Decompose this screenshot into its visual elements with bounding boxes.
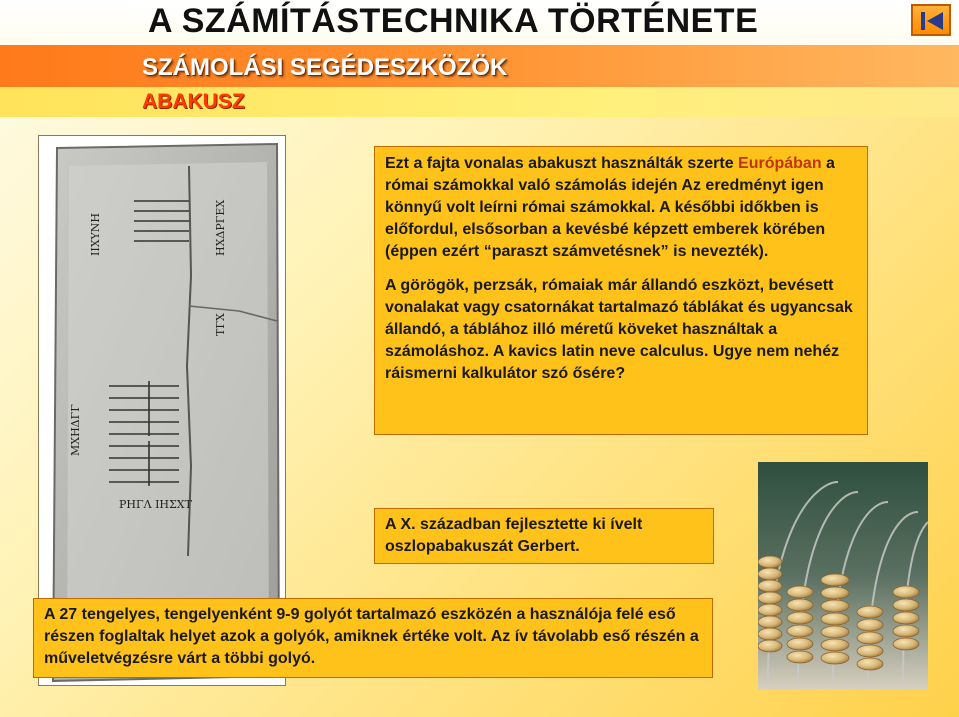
column-abacus-photo xyxy=(758,462,928,690)
p1-text: Ezt a fajta vonalas abakuszt használták szerte xyxy=(385,155,739,172)
paragraph-2: A görögök, perzsák, rómaiak már állandó eszközt, bevésett vonalakat vagy csatornákat tartalmazó táblákat és ugyancsak állandó, a táblához illó méretű köveket használtak a számoláshoz. A kavics latin neve calculus. Ugye nem nehéz ráismerni kalkulátor szó ősére? xyxy=(385,277,853,382)
abacus-description-box: A 27 tengelyes, tengelyenként 9-9 golyót tartalmazó eszközén a használója felé eső részen foglaltak helyet azok a golyók, amiknek értéke volt. Az ív távolabb eső részén a műveletvégzésre várt a többi golyó. xyxy=(33,598,713,678)
svg-text:ΙΙΧΥΝΗ: ΙΙΧΥΝΗ xyxy=(89,212,102,256)
page-title: A SZÁMÍTÁSTECHNIKA TÖRTÉNETE xyxy=(148,2,759,40)
gerbert-box: A X. században fejlesztette ki ívelt oszlopabakuszát Gerbert. xyxy=(374,508,714,564)
paragraph-1 xyxy=(385,153,857,263)
p1-text-rest: a római számokkal való számolás idején Az eredményt igen könnyű volt leírni római számokkal. A későbbi időkben is előfordul, elsősorban a kevésbé képzett emberek körében (éppen ezért “paraszt számvetésnek” is nevezték). xyxy=(385,155,835,260)
svg-text:ΡΗΓΛ ΙΗΣΧΤ: ΡΗΓΛ ΙΗΣΧΤ xyxy=(119,498,192,511)
europe-highlight: Európában xyxy=(738,155,822,172)
main-description-box xyxy=(374,146,868,435)
skip-back-icon xyxy=(919,10,945,32)
svg-text:ΤΓΧ: ΤΓΧ xyxy=(214,313,227,336)
subtitle: SZÁMOLÁSI SEGÉDESZKÖZÖK xyxy=(142,54,508,81)
svg-text:ΗΧΔΡΓΕΧ: ΗΧΔΡΓΕΧ xyxy=(214,199,227,256)
svg-text:ΜΧΗΔΓΓ: ΜΧΗΔΓΓ xyxy=(69,404,82,456)
back-button[interactable] xyxy=(911,4,951,36)
abacus-photo xyxy=(758,462,928,690)
section-heading: ABAKUSZ xyxy=(142,90,245,113)
